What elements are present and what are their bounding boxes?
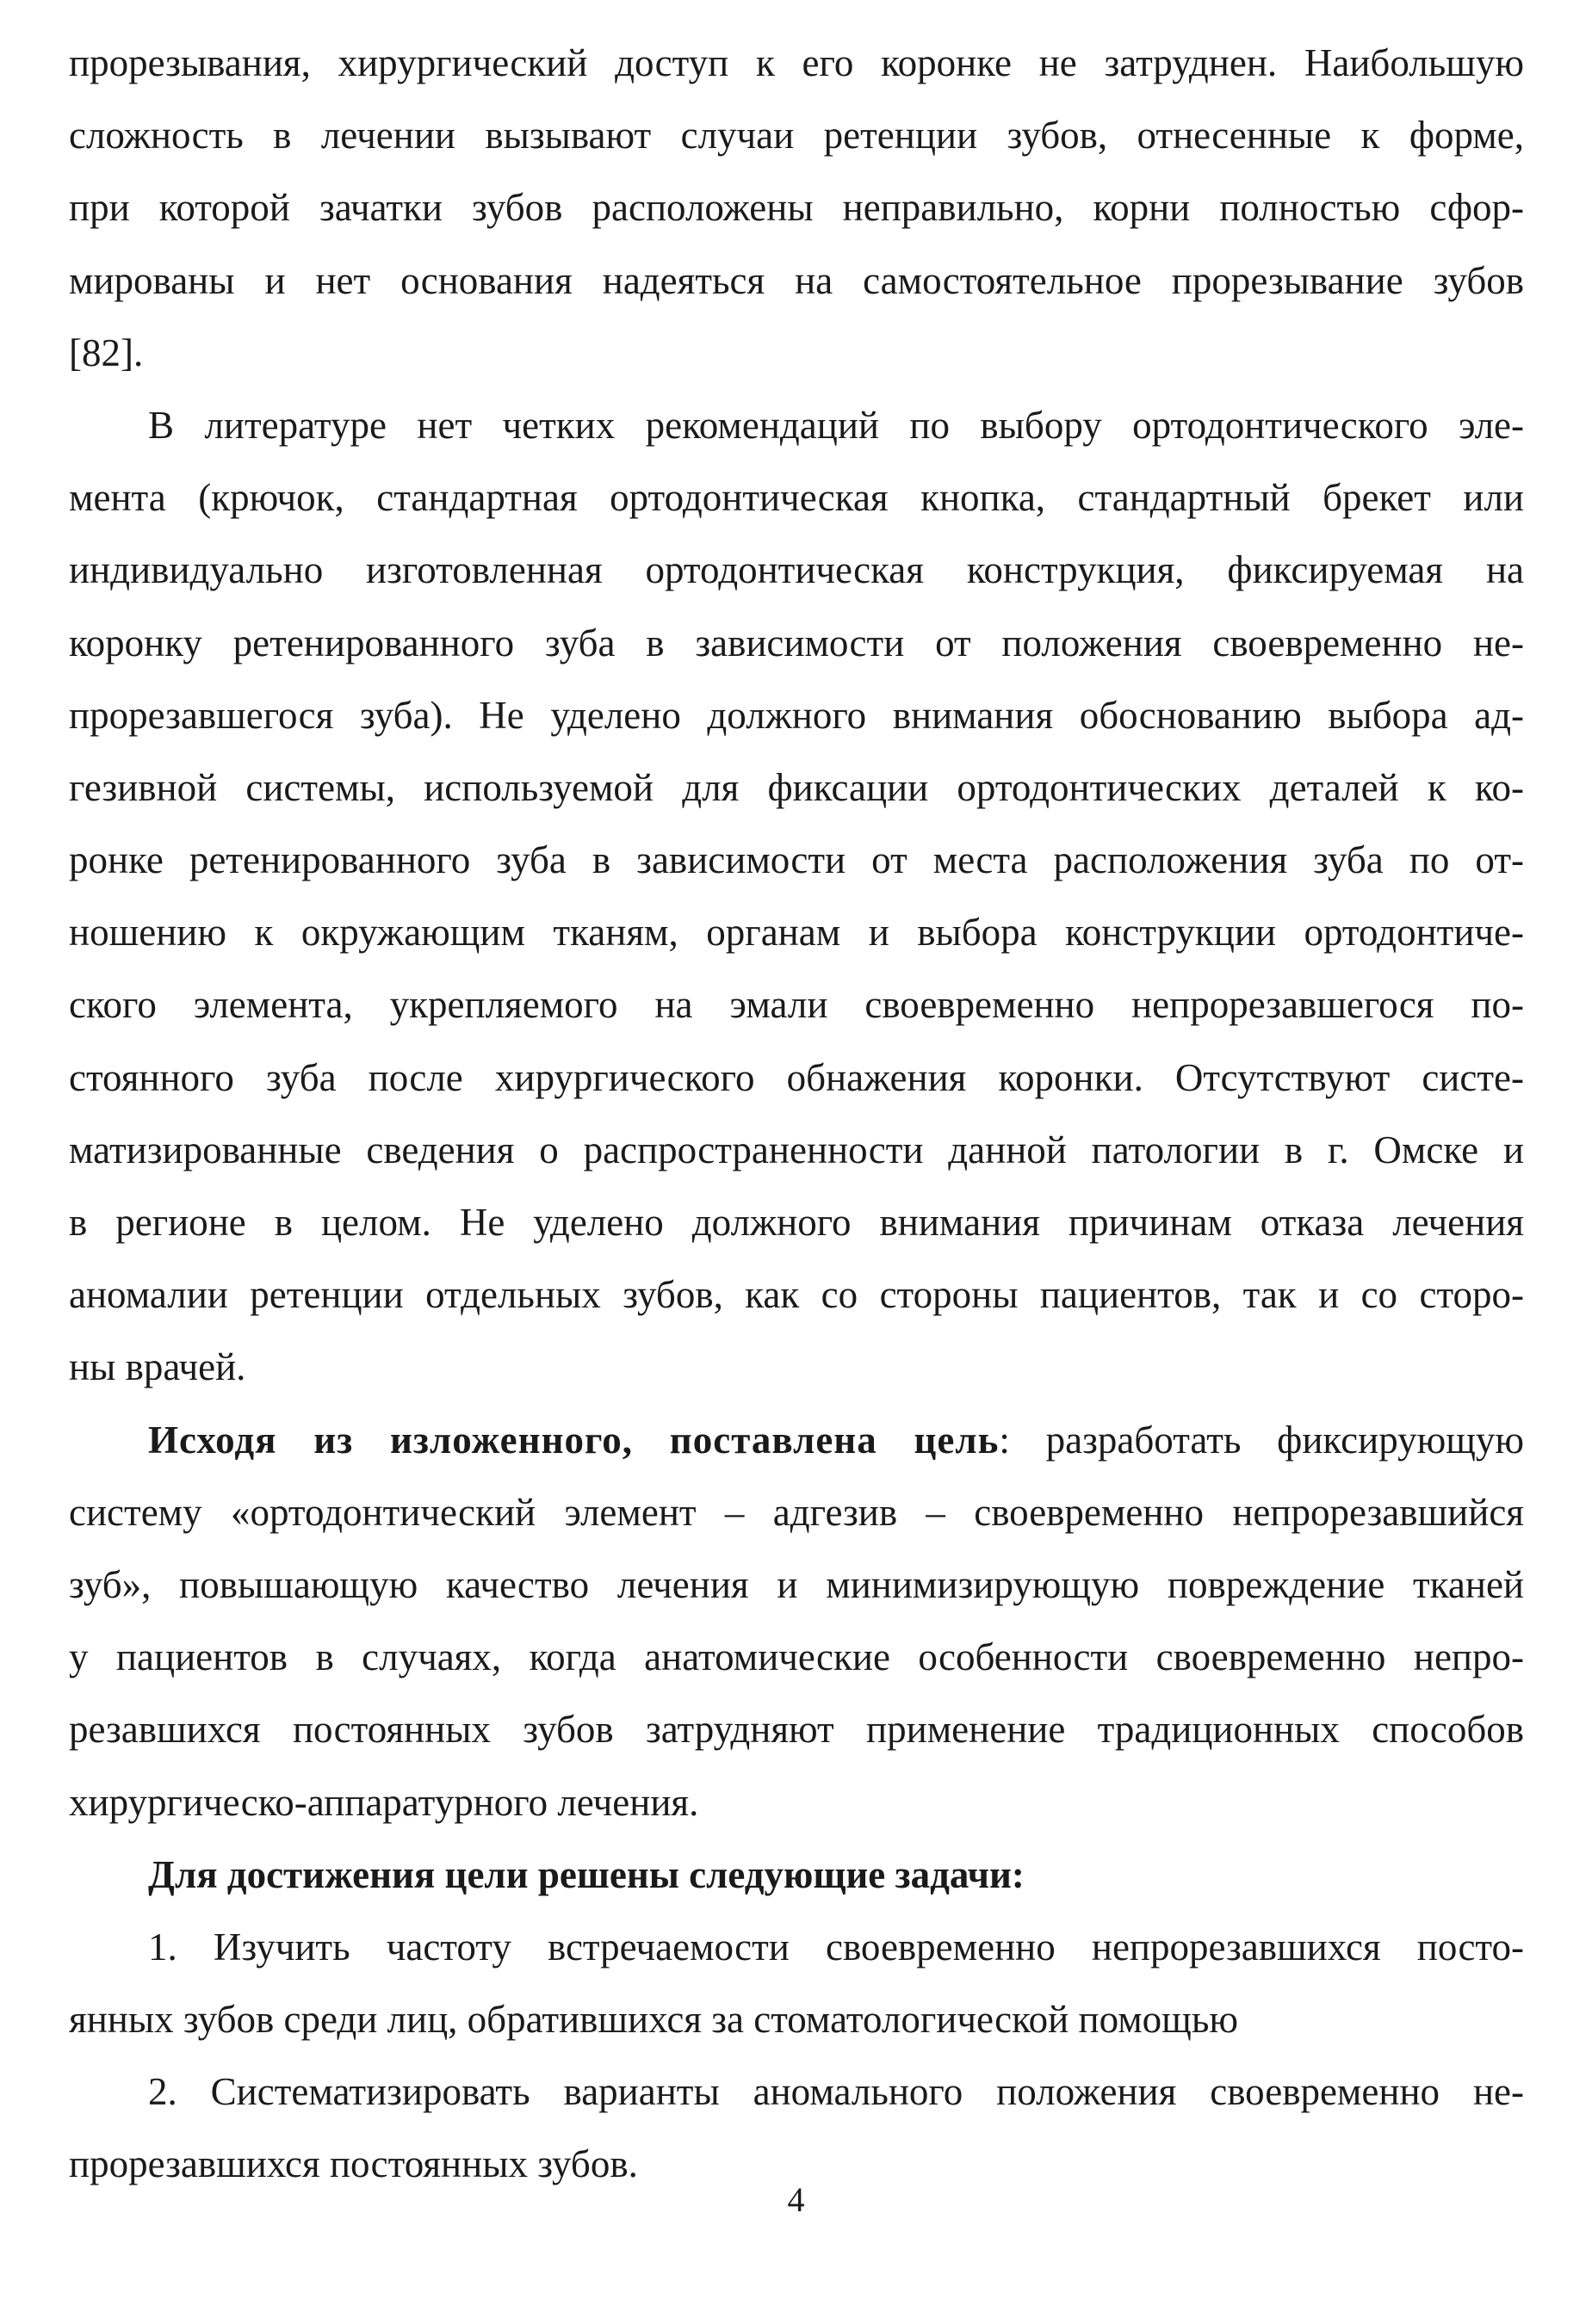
- page-number: 4: [787, 2180, 805, 2219]
- goal-lead-rest: : разработать фиксирующую: [999, 1418, 1524, 1462]
- text-line: индивидуально изготовленная ортодонтическая конструкция, фиксируемая на: [69, 548, 1524, 592]
- text-line: при которой зачатки зубов расположены неправильно, корни полностью сфор-: [69, 186, 1524, 230]
- task-line: 2. Систематизировать варианты аномального положения своевременно не-: [148, 2070, 1524, 2114]
- body-text: [69, 27, 1524, 2201]
- text-line: аномалии ретенции отдельных зубов, как со стороны пациентов, так и со сторо-: [69, 1273, 1524, 1317]
- text-line: гезивной системы, используемой для фиксации ортодонтических деталей к ко-: [69, 765, 1524, 809]
- tasks-heading: Для достижения цели решены следующие задачи:: [148, 1852, 1025, 1896]
- text-line: систему «ортодонтический элемент – адгезив – своевременно непрорезавшийся: [69, 1490, 1524, 1534]
- text-line: сложность в лечении вызывают случаи ретенции зубов, отнесенные к форме,: [69, 114, 1524, 158]
- task-line: янных зубов среди лиц, обратившихся за стоматологической помощью: [69, 1998, 1238, 2042]
- text-line: у пациентов в случаях, когда анатомические особенности своевременно непро-: [69, 1635, 1524, 1679]
- text-line: матизированные сведения о распространенности данной патологии в г. Омске и: [69, 1128, 1524, 1171]
- text-line: [82].: [69, 331, 144, 374]
- task-line: 1. Изучить частоту встречаемости своевременно непрорезавшихся посто-: [148, 1925, 1524, 1969]
- text-line: ронке ретенированного зуба в зависимости от места расположения зуба по от-: [69, 838, 1524, 882]
- text-line: прорезавшегося зуба). Не уделено должного внимания обоснованию выбора ад-: [69, 693, 1524, 737]
- text-line: мента (крючок, стандартная ортодонтическая кнопка, стандартный брекет или: [69, 476, 1524, 520]
- text-line: ского элемента, укрепляемого на эмали своевременно непрорезавшегося по-: [69, 983, 1524, 1027]
- goal-line: [69, 1404, 1524, 1476]
- goal-lead: Исходя из изложенного, поставлена цель: [148, 1418, 1000, 1462]
- text-line: коронку ретенированного зуба в зависимости от положения своевременно не-: [69, 621, 1524, 664]
- text-line: в регионе в целом. Не уделено должного внимания причинам отказа лечения: [69, 1201, 1524, 1244]
- text-line: прорезывания, хирургический доступ к его коронке не затруднен. Наибольшую: [69, 41, 1524, 84]
- text-line: резавшихся постоянных зубов затрудняют применение традиционных способов: [69, 1708, 1524, 1752]
- text-line: ны врачей.: [69, 1345, 246, 1389]
- text-line: В литературе нет четких рекомендаций по выбору ортодонтического эле-: [148, 403, 1524, 447]
- text-line: ношению к окружающим тканям, органам и выбора конструкции ортодонтиче-: [69, 911, 1524, 955]
- text-line: хирургическо-аппаратурного лечения.: [69, 1780, 699, 1824]
- text-line: зуб», повышающую качество лечения и минимизирующую повреждение тканей: [69, 1562, 1524, 1606]
- task-line: прорезавшихся постоянных зубов.: [69, 2142, 638, 2186]
- text-line: мированы и нет основания надеяться на самостоятельное прорезывание зубов: [69, 258, 1524, 302]
- text-line: стоянного зуба после хирургического обнажения коронки. Отсутствуют систе-: [69, 1055, 1524, 1099]
